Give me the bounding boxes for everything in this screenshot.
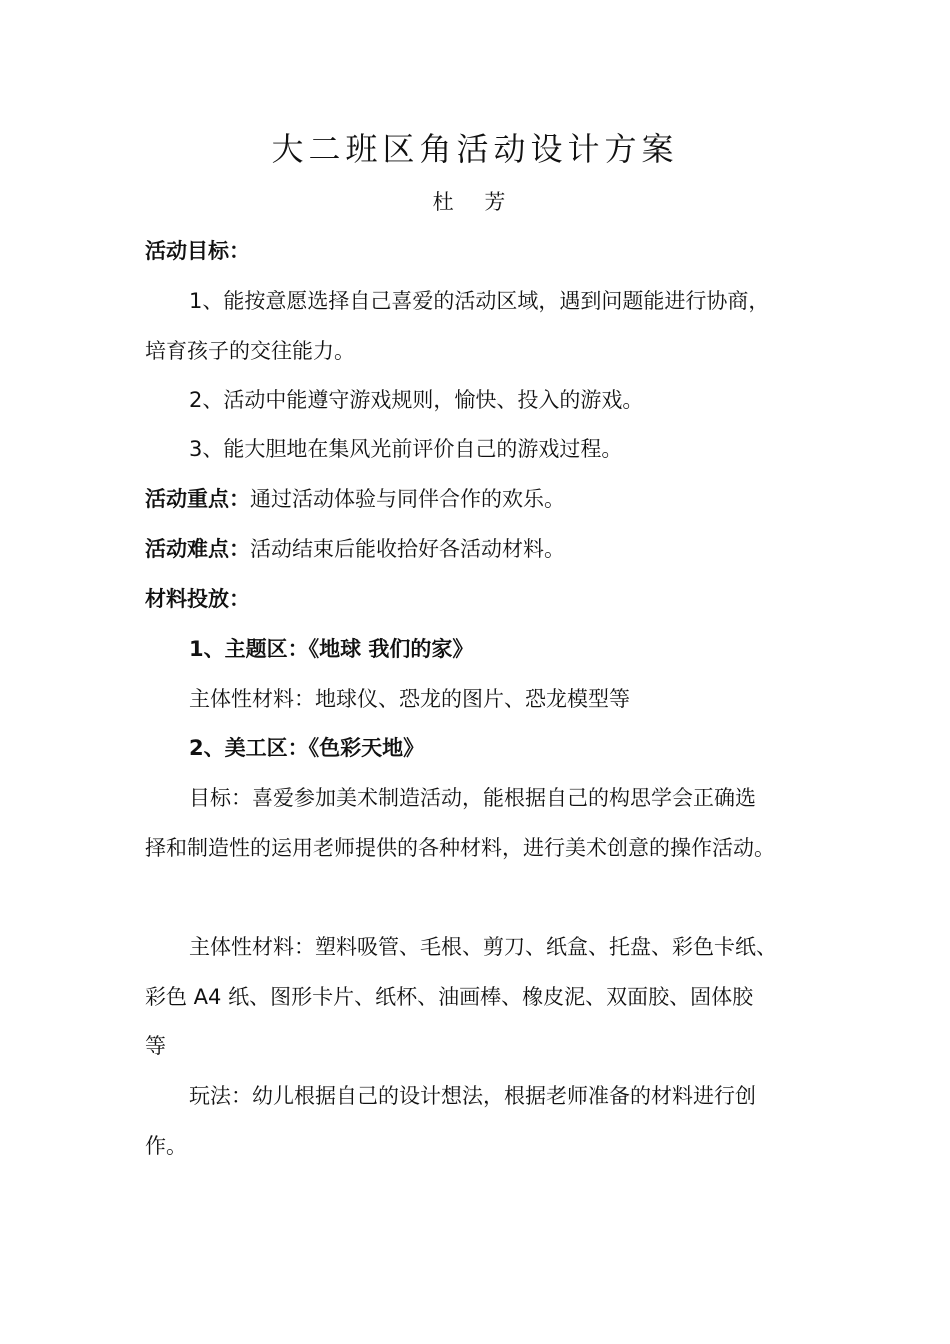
- zone-2-goal-line-1: 目标：喜爱参加美术制造活动，能根据自己的构思学会正确选: [189, 786, 756, 810]
- goal-item-2: 2、活动中能遵守游戏规则，愉快、投入的游戏。: [189, 388, 644, 412]
- key-point-label: 活动重点：: [145, 487, 250, 511]
- goal-item-1-line-2: 培育孩子的交往能力。: [145, 339, 355, 363]
- difficult-point-label: 活动难点：: [145, 537, 250, 561]
- zone-1-title: 1、主题区：《地球 我们的家》: [189, 637, 474, 661]
- key-point-text: 通过活动体验与同伴合作的欢乐。: [250, 487, 565, 511]
- document-title: 大二班区角活动设计方案: [271, 130, 679, 168]
- key-point-paragraph: [145, 484, 815, 514]
- zone-2-materials-line-2: 彩色 A4 纸、图形卡片、纸杯、油画棒、橡皮泥、双面胶、固体胶: [145, 985, 754, 1009]
- zone-1-materials: 主体性材料：地球仪、恐龙的图片、恐龙模型等: [189, 687, 630, 711]
- goal-item-1-line-1: 1、能按意愿选择自己喜爱的活动区域，遇到问题能进行协商，: [189, 289, 770, 313]
- zone-2-goal-line-2: 择和制造性的运用老师提供的各种材料，进行美术创意的操作活动。: [145, 836, 775, 860]
- difficult-point-text: 活动结束后能收拾好各活动材料。: [250, 537, 565, 561]
- zone-2-play-line-2: 作。: [145, 1134, 187, 1158]
- goals-heading: 活动目标：: [145, 239, 250, 263]
- zone-2-materials-line-1: 主体性材料：塑料吸管、毛根、剪刀、纸盒、托盘、彩色卡纸、: [189, 935, 777, 959]
- goal-item-3: 3、能大胆地在集风光前评价自己的游戏过程。: [189, 437, 623, 461]
- zone-2-materials-line-3: 等: [145, 1034, 166, 1058]
- difficult-point-paragraph: [145, 534, 815, 564]
- zone-2-play-line-1: 玩法：幼儿根据自己的设计想法，根据老师准备的材料进行创: [189, 1084, 756, 1108]
- materials-heading: 材料投放：: [145, 587, 250, 611]
- author-name: 杜 芳: [432, 190, 518, 214]
- zone-2-title: 2、美工区：《色彩天地》: [189, 736, 425, 760]
